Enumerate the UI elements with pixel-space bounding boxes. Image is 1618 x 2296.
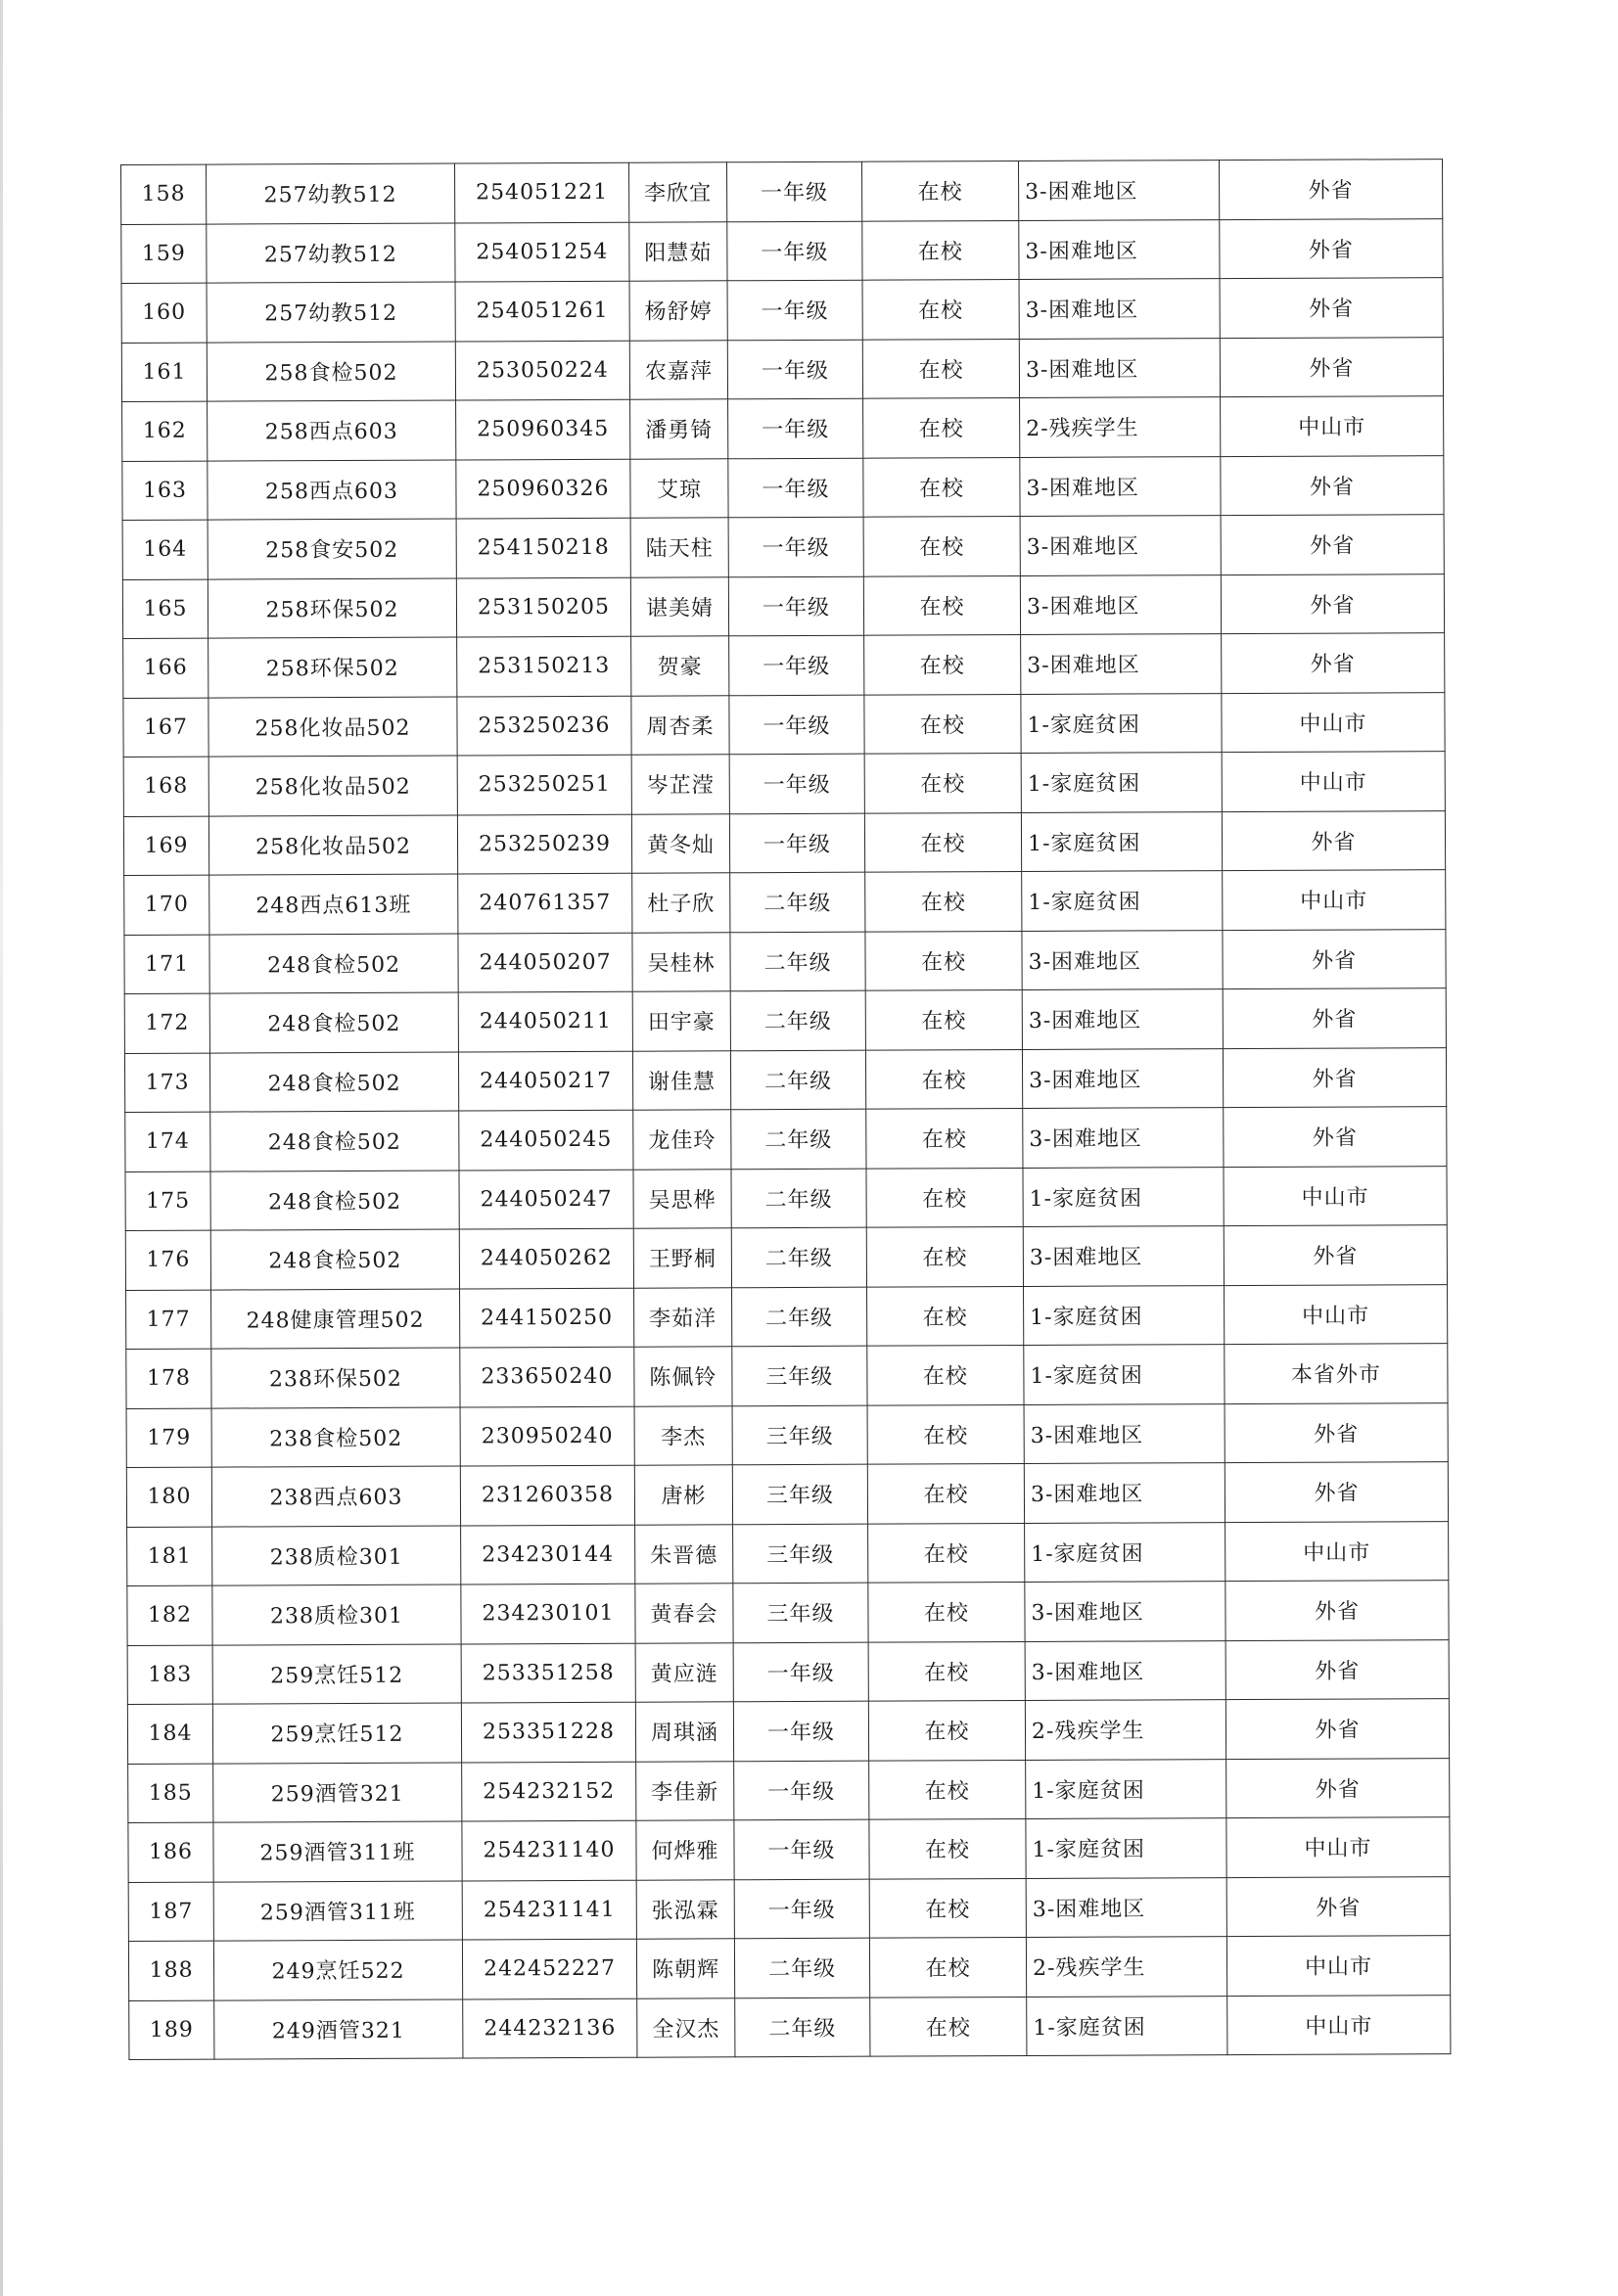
grade-cell: 二年级 — [730, 932, 865, 991]
enrollment-status-cell: 在校 — [863, 397, 1020, 457]
aid-category-cell: 3-困难地区 — [1025, 1640, 1225, 1700]
class-name-cell: 257幼教512 — [207, 223, 455, 284]
student-id-cell: 253250236 — [457, 696, 631, 756]
grade-cell: 二年级 — [731, 1227, 866, 1287]
origin-region-cell: 外省 — [1221, 515, 1444, 574]
enrollment-status-cell: 在校 — [865, 989, 1022, 1049]
row-number-cell: 161 — [121, 343, 207, 402]
student-name-cell: 吴桂林 — [632, 932, 730, 991]
class-name-cell: 258化妆品502 — [208, 697, 457, 758]
student-id-cell: 253150213 — [457, 636, 631, 696]
row-number-cell: 176 — [125, 1230, 210, 1290]
origin-region-cell: 外省 — [1225, 1699, 1449, 1759]
table-row — [122, 396, 1444, 461]
scan-edge — [0, 0, 3, 2296]
enrollment-status-cell: 在校 — [868, 1641, 1025, 1701]
student-name-cell: 李欣宜 — [628, 162, 726, 222]
row-number-cell: 175 — [125, 1171, 210, 1231]
origin-region-cell: 中山市 — [1225, 1284, 1448, 1344]
grade-cell: 一年级 — [727, 221, 862, 281]
row-number-cell: 163 — [122, 461, 208, 521]
class-name-cell: 258食检502 — [207, 342, 455, 402]
student-name-cell: 唐彬 — [634, 1465, 732, 1525]
table-row — [124, 870, 1446, 935]
aid-category-cell: 1-家庭贫困 — [1027, 1996, 1227, 2055]
enrollment-status-cell: 在校 — [865, 871, 1022, 931]
origin-region-cell: 外省 — [1221, 455, 1444, 515]
student-name-cell: 周琪涵 — [635, 1702, 733, 1762]
table-row — [122, 574, 1444, 638]
enrollment-status-cell: 在校 — [865, 1049, 1022, 1109]
student-name-cell: 黄冬灿 — [631, 813, 729, 873]
row-number-cell: 184 — [127, 1704, 212, 1764]
grade-cell: 一年级 — [733, 1642, 868, 1702]
row-number-cell: 173 — [124, 1053, 209, 1113]
enrollment-status-cell: 在校 — [869, 1818, 1026, 1878]
table-row — [127, 1699, 1449, 1764]
enrollment-status-cell: 在校 — [865, 931, 1022, 990]
origin-region-cell: 外省 — [1220, 278, 1443, 338]
class-name-cell: 249烹饪522 — [213, 1940, 462, 2000]
class-name-cell: 258食安502 — [208, 519, 456, 579]
student-name-cell: 黄应涟 — [635, 1642, 733, 1702]
student-name-cell: 周杏柔 — [631, 695, 729, 755]
row-number-cell: 162 — [122, 401, 208, 461]
grade-cell: 二年级 — [730, 1050, 865, 1110]
enrollment-status-cell: 在校 — [869, 1760, 1026, 1819]
student-id-cell: 254150218 — [456, 518, 630, 577]
class-name-cell: 238质检301 — [212, 1584, 461, 1645]
enrollment-status-cell: 在校 — [866, 1168, 1023, 1227]
grade-cell: 一年级 — [729, 813, 864, 873]
student-id-cell: 254051221 — [454, 162, 628, 222]
enrollment-status-cell: 在校 — [863, 457, 1020, 517]
enrollment-status-cell: 在校 — [863, 575, 1020, 635]
enrollment-status-cell: 在校 — [862, 279, 1019, 339]
table-row — [128, 1936, 1450, 2000]
grade-cell: 一年级 — [734, 1879, 869, 1939]
table-row — [123, 752, 1445, 816]
grade-cell: 一年级 — [734, 1761, 869, 1820]
aid-category-cell: 3-困难地区 — [1023, 1226, 1224, 1286]
student-id-cell: 250960345 — [456, 399, 630, 459]
row-number-cell: 167 — [123, 698, 208, 758]
class-name-cell: 258环保502 — [208, 637, 457, 698]
origin-region-cell: 外省 — [1223, 988, 1446, 1048]
student-name-cell: 全汉杰 — [637, 1998, 735, 2057]
aid-category-cell: 1-家庭贫困 — [1023, 1167, 1224, 1226]
grade-cell: 二年级 — [732, 1287, 867, 1347]
class-name-cell: 248食检502 — [209, 934, 458, 994]
student-name-cell: 田宇豪 — [632, 991, 730, 1051]
table-row — [126, 1402, 1448, 1467]
student-id-cell: 234230101 — [461, 1584, 635, 1643]
student-name-cell: 李茹洋 — [634, 1287, 732, 1347]
aid-category-cell: 1-家庭贫困 — [1021, 811, 1222, 871]
enrollment-status-cell: 在校 — [864, 634, 1021, 694]
grade-cell: 一年级 — [729, 635, 864, 695]
table-row — [123, 633, 1445, 698]
table-row — [125, 1166, 1447, 1230]
origin-region-cell: 中山市 — [1227, 1995, 1451, 2054]
class-name-cell: 258环保502 — [208, 578, 456, 639]
student-name-cell: 王野桐 — [633, 1228, 731, 1288]
row-number-cell: 174 — [125, 1112, 210, 1171]
table-row — [128, 1758, 1450, 1822]
grade-cell: 一年级 — [734, 1819, 869, 1879]
aid-category-cell: 1-家庭贫困 — [1026, 1759, 1226, 1818]
table-row — [121, 278, 1443, 343]
student-name-cell: 杨舒婷 — [629, 281, 727, 341]
origin-region-cell: 中山市 — [1225, 1521, 1449, 1581]
origin-region-cell: 外省 — [1225, 1639, 1449, 1699]
enrollment-status-cell: 在校 — [870, 1997, 1027, 2056]
row-number-cell: 181 — [127, 1527, 212, 1586]
enrollment-status-cell: 在校 — [867, 1404, 1024, 1464]
row-number-cell: 177 — [126, 1290, 211, 1350]
row-number-cell: 187 — [128, 1882, 213, 1942]
aid-category-cell: 3-困难地区 — [1024, 1403, 1225, 1463]
student-id-cell: 254231140 — [462, 1820, 636, 1880]
grade-cell: 二年级 — [731, 1109, 866, 1169]
student-id-cell: 254231141 — [462, 1880, 636, 1940]
student-name-cell: 岑芷滢 — [631, 755, 729, 814]
roster-body — [121, 160, 1451, 2060]
class-name-cell: 259烹饪512 — [212, 1703, 461, 1764]
table-row — [124, 929, 1446, 993]
class-name-cell: 258西点603 — [208, 400, 456, 461]
aid-category-cell: 2-残疾学生 — [1025, 1700, 1225, 1760]
row-number-cell: 188 — [128, 1941, 213, 2000]
student-name-cell: 潘勇锜 — [630, 399, 728, 459]
aid-category-cell: 3-困难地区 — [1022, 1048, 1223, 1108]
class-name-cell: 259酒管311班 — [213, 1821, 462, 1882]
enrollment-status-cell: 在校 — [869, 1878, 1026, 1938]
row-number-cell: 171 — [124, 935, 209, 994]
aid-category-cell: 3-困难地区 — [1020, 574, 1221, 634]
aid-category-cell: 1-家庭贫困 — [1024, 1285, 1225, 1345]
student-id-cell: 244050247 — [459, 1170, 633, 1229]
grade-cell: 一年级 — [728, 458, 863, 518]
aid-category-cell: 3-困难地区 — [1025, 1582, 1225, 1641]
enrollment-status-cell: 在校 — [864, 812, 1021, 872]
class-name-cell: 249酒管321 — [214, 1998, 463, 2059]
class-name-cell: 258化妆品502 — [208, 815, 457, 876]
student-name-cell: 陈佩铃 — [634, 1347, 732, 1406]
student-name-cell: 黄春会 — [635, 1584, 733, 1643]
student-name-cell: 陈朝辉 — [636, 1939, 734, 1998]
grade-cell: 三年级 — [732, 1405, 867, 1465]
origin-region-cell: 外省 — [1226, 1876, 1450, 1936]
grade-cell: 一年级 — [728, 517, 863, 576]
origin-region-cell: 中山市 — [1222, 692, 1445, 752]
grade-cell: 一年级 — [728, 576, 863, 636]
student-name-cell: 谢佳慧 — [632, 1050, 730, 1110]
grade-cell: 二年级 — [730, 990, 865, 1050]
grade-cell: 一年级 — [727, 340, 862, 399]
table-row — [123, 692, 1445, 757]
student-id-cell: 244050262 — [459, 1228, 633, 1288]
student-id-cell: 253250239 — [457, 814, 631, 874]
grade-cell: 二年级 — [730, 872, 865, 932]
student-name-cell: 龙佳玲 — [633, 1110, 731, 1170]
student-name-cell: 李佳新 — [636, 1761, 734, 1820]
table-row — [121, 160, 1443, 224]
student-id-cell: 244050245 — [459, 1110, 633, 1170]
enrollment-status-cell: 在校 — [867, 1286, 1024, 1346]
origin-region-cell: 外省 — [1223, 929, 1446, 988]
origin-region-cell: 中山市 — [1226, 1936, 1450, 1996]
enrollment-status-cell: 在校 — [863, 516, 1020, 575]
row-number-cell: 189 — [129, 2000, 214, 2060]
student-name-cell: 张泓霖 — [636, 1879, 734, 1939]
origin-region-cell: 外省 — [1225, 1462, 1448, 1522]
grade-cell: 一年级 — [733, 1701, 868, 1761]
student-id-cell: 254051261 — [455, 281, 629, 341]
student-name-cell: 何烨雅 — [636, 1820, 734, 1880]
row-number-cell: 160 — [121, 283, 207, 343]
grade-cell: 一年级 — [729, 695, 864, 755]
enrollment-status-cell: 在校 — [868, 1523, 1025, 1583]
row-number-cell: 169 — [123, 816, 208, 876]
student-name-cell: 朱晋德 — [635, 1524, 733, 1584]
student-id-cell: 244050211 — [458, 991, 632, 1051]
row-number-cell: 159 — [121, 224, 207, 284]
table-row — [127, 1639, 1449, 1704]
row-number-cell: 172 — [124, 993, 209, 1053]
aid-category-cell: 3-困难地区 — [1022, 930, 1223, 989]
class-name-cell: 257幼教512 — [207, 282, 455, 343]
enrollment-status-cell: 在校 — [864, 753, 1021, 812]
row-number-cell: 179 — [126, 1408, 211, 1468]
grade-cell: 二年级 — [735, 1998, 870, 2057]
row-number-cell: 178 — [126, 1349, 211, 1408]
table-row — [128, 1876, 1450, 1941]
row-number-cell: 168 — [123, 757, 208, 816]
student-roster-table — [120, 159, 1451, 2060]
grade-cell: 二年级 — [731, 1169, 866, 1228]
origin-region-cell: 中山市 — [1223, 870, 1446, 930]
student-id-cell: 254051254 — [455, 222, 629, 282]
grade-cell: 二年级 — [734, 1938, 869, 1998]
class-name-cell: 238食检502 — [211, 1406, 460, 1467]
class-name-cell: 259酒管311班 — [213, 1880, 462, 1941]
origin-region-cell: 中山市 — [1226, 1817, 1450, 1877]
origin-region-cell: 外省 — [1222, 633, 1445, 693]
aid-category-cell: 3-困难地区 — [1019, 279, 1220, 339]
table-row — [125, 1225, 1447, 1290]
table-row — [121, 337, 1443, 401]
origin-region-cell: 外省 — [1224, 1225, 1447, 1285]
grade-cell: 一年级 — [728, 398, 863, 458]
enrollment-status-cell: 在校 — [864, 694, 1021, 754]
table-row — [127, 1521, 1449, 1585]
class-name-cell: 248健康管理502 — [211, 1288, 460, 1349]
student-name-cell: 艾琼 — [630, 458, 728, 518]
row-number-cell: 166 — [123, 638, 208, 698]
row-number-cell: 165 — [122, 579, 208, 639]
origin-region-cell: 外省 — [1219, 160, 1442, 219]
row-number-cell: 182 — [127, 1585, 212, 1645]
table-row — [129, 1995, 1451, 2059]
student-id-cell: 253351258 — [461, 1643, 635, 1703]
student-id-cell: 244050207 — [458, 933, 632, 992]
student-id-cell: 253150205 — [456, 577, 630, 637]
class-name-cell: 248西点613班 — [209, 874, 458, 935]
aid-category-cell: 3-困难地区 — [1019, 219, 1220, 279]
student-id-cell: 253250251 — [457, 755, 631, 814]
student-id-cell: 233650240 — [460, 1347, 634, 1406]
origin-region-cell: 外省 — [1226, 1758, 1450, 1817]
student-name-cell: 农嘉萍 — [629, 340, 727, 399]
table-row — [127, 1581, 1449, 1645]
origin-region-cell: 中山市 — [1221, 396, 1444, 456]
origin-region-cell: 外省 — [1225, 1581, 1449, 1640]
row-number-cell: 185 — [128, 1764, 213, 1823]
class-name-cell: 238质检301 — [212, 1525, 461, 1585]
enrollment-status-cell: 在校 — [862, 339, 1019, 398]
class-name-cell: 238西点603 — [211, 1466, 460, 1527]
row-number-cell: 180 — [126, 1467, 211, 1527]
origin-region-cell: 外省 — [1223, 1047, 1446, 1107]
grade-cell: 三年级 — [733, 1583, 868, 1642]
class-name-cell: 238环保502 — [211, 1348, 460, 1408]
aid-category-cell: 1-家庭贫困 — [1021, 753, 1222, 812]
origin-region-cell: 本省外市 — [1225, 1344, 1448, 1403]
origin-region-cell: 中山市 — [1224, 1166, 1447, 1225]
enrollment-status-cell: 在校 — [869, 1937, 1026, 1997]
student-name-cell: 贺豪 — [631, 636, 729, 696]
enrollment-status-cell: 在校 — [867, 1463, 1024, 1523]
class-name-cell: 248食检502 — [210, 1229, 459, 1290]
enrollment-status-cell: 在校 — [861, 161, 1018, 220]
aid-category-cell: 2-残疾学生 — [1020, 397, 1221, 457]
enrollment-status-cell: 在校 — [868, 1582, 1025, 1641]
student-id-cell: 240761357 — [458, 873, 632, 933]
enrollment-status-cell: 在校 — [866, 1226, 1023, 1286]
class-name-cell: 248食检502 — [209, 992, 458, 1053]
aid-category-cell: 3-困难地区 — [1026, 1877, 1226, 1937]
row-number-cell: 158 — [121, 164, 207, 224]
student-id-cell: 253050224 — [455, 341, 629, 400]
grade-cell: 一年级 — [726, 161, 861, 221]
table-row — [124, 988, 1446, 1053]
student-name-cell: 杜子欣 — [632, 873, 730, 933]
class-name-cell: 258化妆品502 — [208, 756, 457, 816]
student-id-cell: 231260358 — [460, 1465, 634, 1525]
class-name-cell: 248食检502 — [209, 1052, 458, 1113]
aid-category-cell: 3-困难地区 — [1023, 1108, 1224, 1168]
table-row — [122, 455, 1444, 520]
table-row — [125, 1107, 1447, 1171]
origin-region-cell: 外省 — [1224, 1107, 1447, 1167]
aid-category-cell: 3-困难地区 — [1019, 338, 1220, 397]
table-row — [128, 1817, 1450, 1882]
student-name-cell: 李杰 — [634, 1405, 732, 1465]
aid-category-cell: 1-家庭贫困 — [1026, 1818, 1226, 1878]
student-name-cell: 谌美婧 — [630, 576, 728, 636]
student-id-cell: 253351228 — [461, 1702, 635, 1762]
origin-region-cell: 外省 — [1220, 218, 1443, 278]
student-id-cell: 254232152 — [462, 1762, 636, 1821]
enrollment-status-cell: 在校 — [868, 1700, 1025, 1760]
aid-category-cell: 1-家庭贫困 — [1024, 1345, 1225, 1404]
student-id-cell: 242452227 — [462, 1939, 636, 1998]
origin-region-cell: 外省 — [1222, 810, 1445, 870]
student-id-cell: 234230144 — [461, 1525, 635, 1584]
class-name-cell: 259酒管321 — [213, 1762, 462, 1822]
grade-cell: 三年级 — [732, 1346, 867, 1405]
table-row — [126, 1284, 1448, 1349]
student-name-cell: 陆天柱 — [630, 518, 728, 577]
table-row — [122, 515, 1444, 579]
grade-cell: 一年级 — [727, 280, 862, 340]
student-id-cell: 244232136 — [463, 1998, 637, 2058]
student-name-cell: 吴思桦 — [633, 1169, 731, 1228]
table-row — [126, 1462, 1448, 1527]
aid-category-cell: 3-困难地区 — [1022, 989, 1223, 1049]
student-id-cell: 250960326 — [456, 459, 630, 519]
table-row — [121, 218, 1443, 283]
student-id-cell: 244150250 — [460, 1288, 634, 1348]
class-name-cell: 248食检502 — [210, 1171, 459, 1231]
table-row — [126, 1344, 1448, 1408]
row-number-cell: 170 — [124, 875, 209, 935]
origin-region-cell: 外省 — [1225, 1402, 1448, 1462]
aid-category-cell: 1-家庭贫困 — [1021, 693, 1222, 753]
grade-cell: 三年级 — [733, 1524, 868, 1584]
enrollment-status-cell: 在校 — [866, 1108, 1023, 1168]
row-number-cell: 164 — [122, 520, 208, 579]
origin-region-cell: 外省 — [1220, 337, 1443, 396]
aid-category-cell: 3-困难地区 — [1020, 516, 1221, 575]
origin-region-cell: 外省 — [1221, 574, 1444, 633]
grade-cell: 三年级 — [732, 1464, 867, 1524]
origin-region-cell: 中山市 — [1222, 752, 1445, 811]
table-row — [123, 810, 1445, 875]
student-id-cell: 244050217 — [458, 1051, 632, 1111]
class-name-cell: 258西点603 — [208, 460, 456, 521]
grade-cell: 一年级 — [729, 754, 864, 813]
aid-category-cell: 3-困难地区 — [1020, 456, 1221, 516]
table-row — [124, 1047, 1446, 1112]
aid-category-cell: 3-困难地区 — [1024, 1463, 1225, 1523]
row-number-cell: 186 — [128, 1822, 213, 1882]
enrollment-status-cell: 在校 — [867, 1345, 1024, 1404]
class-name-cell: 257幼教512 — [207, 163, 455, 224]
aid-category-cell: 1-家庭贫困 — [1022, 871, 1223, 931]
enrollment-status-cell: 在校 — [862, 220, 1019, 280]
student-name-cell: 阳慧茹 — [629, 221, 727, 281]
row-number-cell: 183 — [127, 1645, 212, 1705]
aid-category-cell: 3-困难地区 — [1021, 634, 1222, 694]
aid-category-cell: 2-残疾学生 — [1026, 1937, 1226, 1997]
class-name-cell: 259烹饪512 — [212, 1643, 461, 1704]
class-name-cell: 248食检502 — [210, 1111, 459, 1171]
aid-category-cell: 3-困难地区 — [1018, 161, 1219, 220]
aid-category-cell: 1-家庭贫困 — [1025, 1522, 1225, 1582]
student-id-cell: 230950240 — [460, 1406, 634, 1466]
